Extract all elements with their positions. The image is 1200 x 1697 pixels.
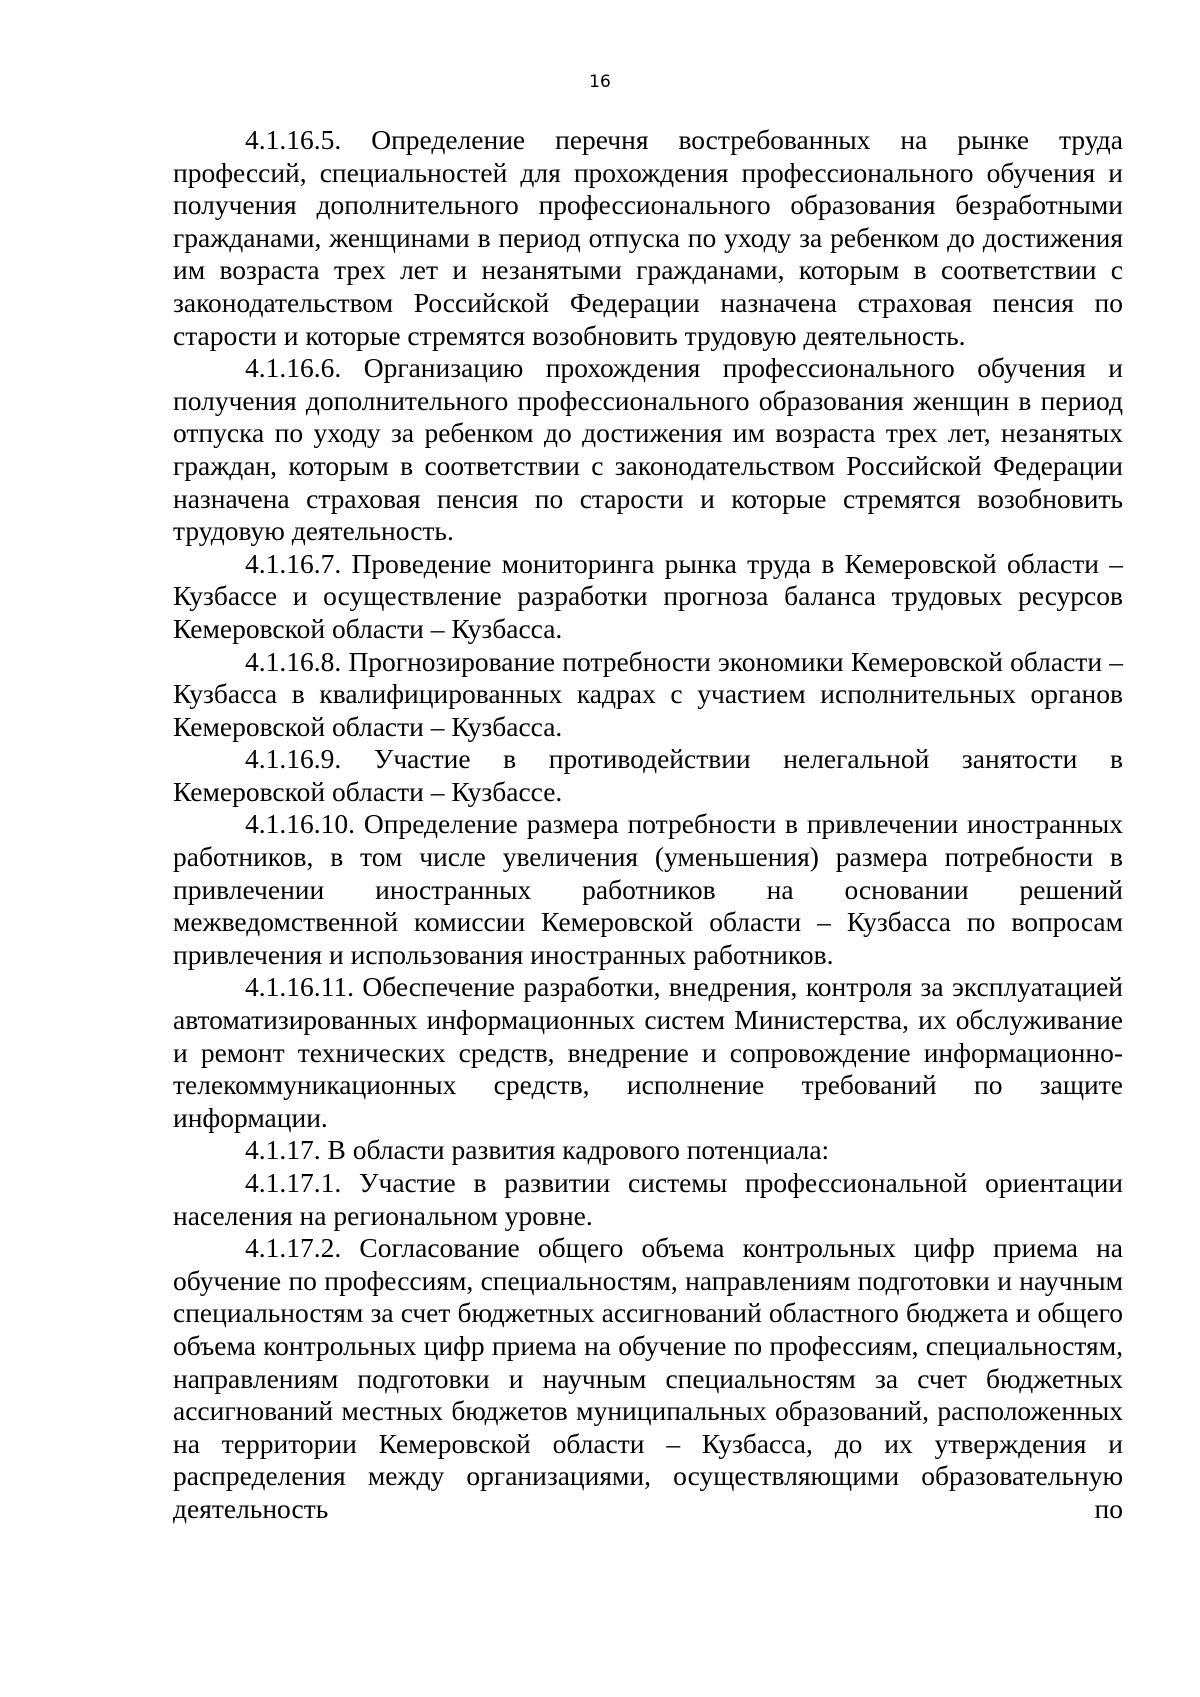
document-body: [173, 124, 1123, 1526]
page-number: 16: [589, 72, 611, 92]
paragraph-4-1-17: 4.1.17. В области развития кадрового потенциала:: [245, 1134, 830, 1166]
paragraph-4-1-16-7: 4.1.16.7. Проведение мониторинга рынка труда в Кемеровской области – Кузбассе и осуществление разработки прогноза баланса трудовых ресурсов Кемеровской области – Кузбасса.: [173, 547, 1123, 644]
paragraph-4-1-17-2: 4.1.17.2. Согласование общего объема контрольных цифр приема на обучение по профессиям, специальностям, направлениям подготовки и научным специальностям за счет бюджетных ассигнований областного бюджета и общего объема контрольных цифр приема на обучение по профессиям, специальностям, направлениям подготовки и научным специальностям за счет бюджетных ассигнований местных бюджетов муниципальных образований, расположенных на территории Кемеровской области – Кузбасса, до их утверждения и распределения между организациями, осуществляющими образовательную деятельность по: [173, 1232, 1123, 1524]
paragraph-4-1-16-9: 4.1.16.9. Участие в противодействии нелегальной занятости в Кемеровской области – Кузбассе.: [173, 743, 1123, 807]
paragraph-4-1-16-6: 4.1.16.6. Организацию прохождения профессионального обучения и получения дополнительного профессионального образования женщин в период отпуска по уходу за ребенком до достижения им возраста трех лет, незанятых граждан, которым в соответствии с законодательством Российской Федерации назначена страховая пенсия по старости и которые стремятся возобновить трудовую деятельность.: [173, 352, 1123, 547]
paragraph-4-1-16-11: 4.1.16.11. Обеспечение разработки, внедрения, контроля за эксплуатацией автоматизированных информационных систем Министерства, их обслуживание и ремонт технических средств, внедрение и сопровождение информационно-телекоммуникационных средств, исполнение требований по защите информации.: [173, 971, 1123, 1133]
paragraph-4-1-17-1: 4.1.17.1. Участие в развитии системы профессиональной ориентации населения на региональном уровне.: [173, 1167, 1123, 1231]
paragraph-4-1-16-10: 4.1.16.10. Определение размера потребности в привлечении иностранных работников, в том числе увеличения (уменьшения) размера потребности в привлечении иностранных работников на основании решений межведомственной комиссии Кемеровской области – Кузбасса по вопросам привлечения и использования иностранных работников.: [173, 808, 1123, 970]
paragraph-4-1-16-5: 4.1.16.5. Определение перечня востребованных на рынке труда профессий, специальностей для прохождения профессионального обучения и получения дополнительного профессионального образования безработными гражданами, женщинами в период отпуска по уходу за ребенком до достижения им возраста трех лет и незанятыми гражданами, которым в соответствии с законодательством Российской Федерации назначена страховая пенсия по старости и которые стремятся возобновить трудовую деятельность.: [173, 124, 1123, 351]
paragraph-4-1-16-8: 4.1.16.8. Прогнозирование потребности экономики Кемеровской области – Кузбасса в квалифицированных кадрах с участием исполнительных органов Кемеровской области – Кузбасса.: [173, 645, 1123, 742]
